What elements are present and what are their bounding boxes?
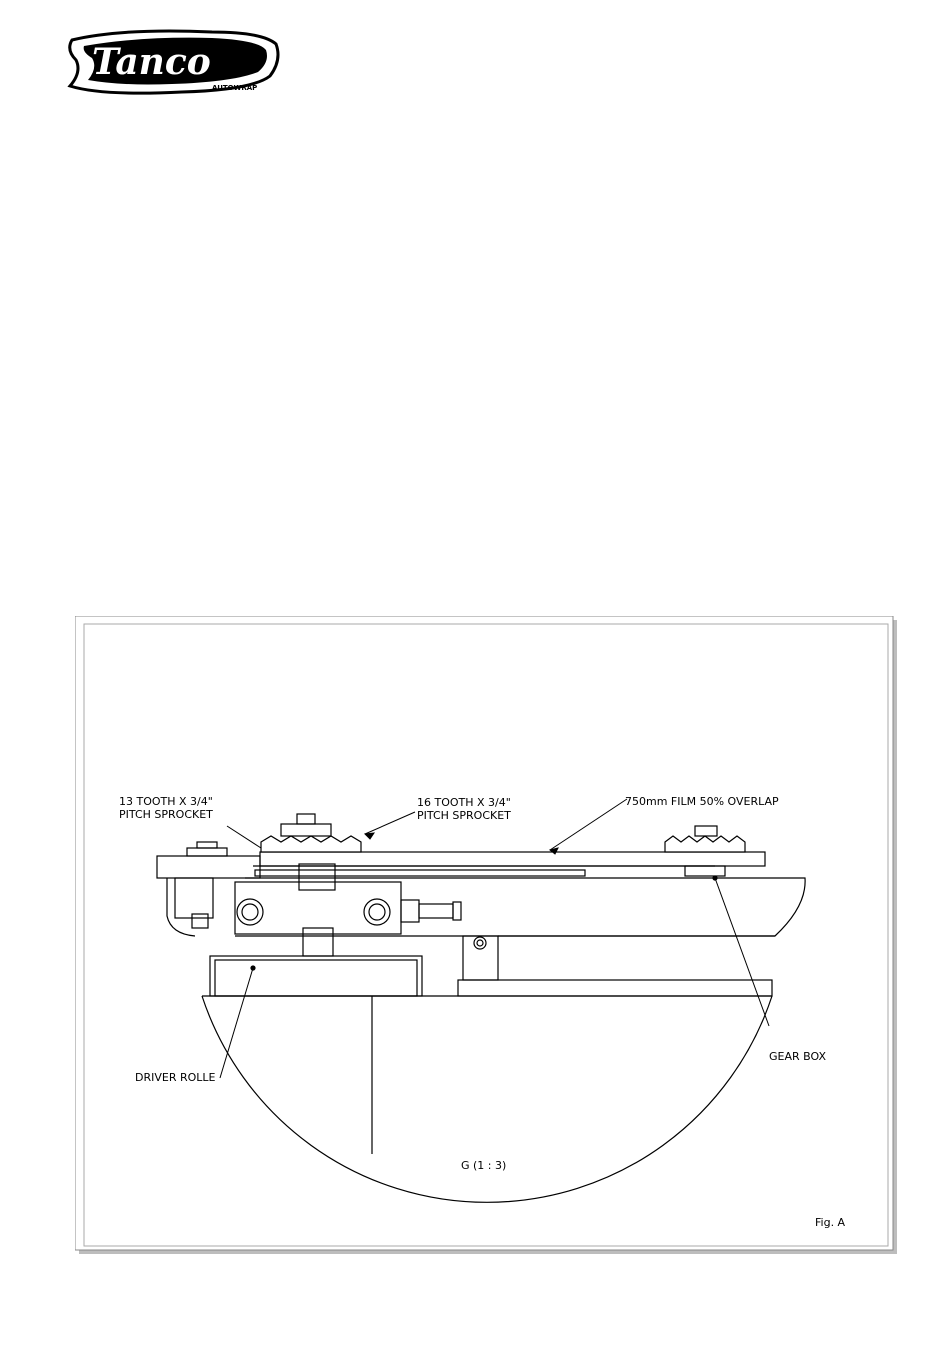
logo-brand: Tanco <box>92 41 211 83</box>
label-detail-scale: G (1 : 3) <box>461 1159 507 1172</box>
tanco-logo <box>62 26 284 98</box>
label-gearbox: GEAR BOX <box>769 1050 826 1063</box>
label-16-tooth-line1: 16 TOOTH X 3/4" <box>417 796 511 809</box>
label-13-tooth-line1: 13 TOOTH X 3/4" <box>119 795 213 808</box>
figure-caption: Fig. A <box>815 1216 846 1229</box>
label-driver-roller: DRIVER ROLLE <box>135 1071 216 1084</box>
logo-tagline: AUTOWRAP <box>212 84 258 92</box>
label-16-tooth-line2: PITCH SPROCKET <box>417 809 511 822</box>
label-13-tooth-line2: PITCH SPROCKET <box>119 808 213 821</box>
label-film: 750mm FILM 50% OVERLAP <box>625 795 779 808</box>
figure-a-frame <box>75 616 897 1254</box>
